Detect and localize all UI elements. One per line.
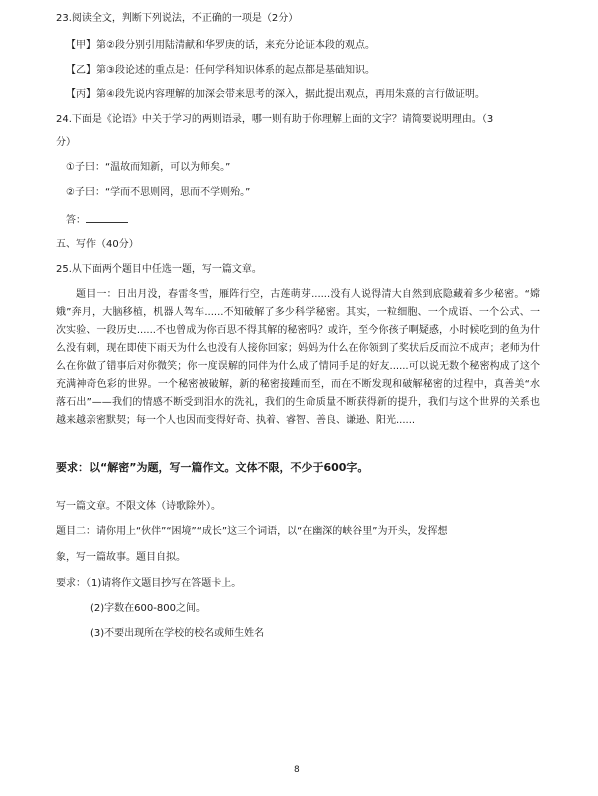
q24-stem-line2: 分）: [56, 137, 76, 148]
section5-heading: 五、写作（40分）: [56, 239, 139, 250]
q25-stem: 25.从下面两个题目中任选一题，写一篇文章。: [56, 264, 262, 275]
requirement-2-item-2: (2)字数在600-800之间。: [90, 603, 206, 614]
topic2-line2: 象，写一篇故事。题目自拟。: [56, 552, 186, 563]
q23-option-jia: 【甲】第②段分别引用陆清献和华罗庚的话，来充分论证本段的观点。: [66, 40, 375, 51]
answer-label: 答：: [66, 215, 86, 226]
topic2-line1: 题目二：请你用上“伙伴”“困境”“成长”这三个词语，以“在幽深的峡谷里”为开头，发挥想: [56, 526, 448, 537]
q24-quote-1: ①子曰：“温故而知新，可以为师矣。”: [66, 162, 231, 173]
q24-answer-line: [66, 212, 128, 228]
answer-blank: [86, 212, 128, 223]
q23-option-bing: 【丙】第④段先说内容理解的加深会带来思考的深入，据此提出观点，再用朱熹的言行做证明。: [66, 89, 485, 100]
topic1-paragraph: 题目一：日出月没，春雷冬雪，雁阵行空，古莲萌芽......没有人说得清大自然到底隐藏着多少秘密。“嫦娥”奔月，大脑移植，机器人驾车......不知破解了多少科学秘密。其实，一粒细胞、一个成语、一个公式、一次实验、一段历史......不也曾成为你百思不得其解的秘密吗？或许，至今你孩子啊疑惑，小时候吃到的鱼为什么没有刺，现在即使下雨天为什么也没有人接你回家；妈妈为什么在你领到了奖状后反而泣不成声；老师为什么在你做了错事后对你微笑；你一度误解的同伴为什么成了情同手足的好友......可以说无数个秘密构成了这个充满神奇色彩的世界。一个秘密被破解，新的秘密接踵而至，而在不断发现和破解秘密的过程中，真善美“水落石出”——我们的情感不断受到泪水的洗礼，我们的生命质量不断获得新的提升，我们与这个世界的关系也越来越亲密默契；每一个人也因而变得好奇、执着、睿智、善良、谦逊、阳光......: [56, 289, 540, 426]
write-note: 写一篇文章。不限文体（诗歌除外）。: [56, 501, 221, 512]
requirement-2-label: 要求：（1)请将作文题目抄写在答题卡上。: [56, 578, 242, 589]
q24-quote-2: ②子曰：“学而不思则罔，思而不学则殆。”: [66, 187, 251, 198]
page-number: 8: [294, 765, 300, 775]
q24-stem-line1: 24.下面是《论语》中关于学习的两则语录，哪一则有助于你理解上面的文字？请简要说明理由。（3: [56, 114, 494, 125]
requirement-1: 要求：以“解密”为题，写一篇作文。文体不限，不少于600字。: [56, 461, 369, 474]
requirement-2-item-3: (3)不要出现所在学校的校名或师生姓名: [90, 628, 265, 639]
q23-option-yi: 【乙】第③段论述的重点是：任何学科知识体系的起点都是基础知识。: [66, 65, 375, 76]
q23-stem: 23.阅读全文，判断下列说法，不正确的一项是（2分）: [56, 13, 299, 24]
